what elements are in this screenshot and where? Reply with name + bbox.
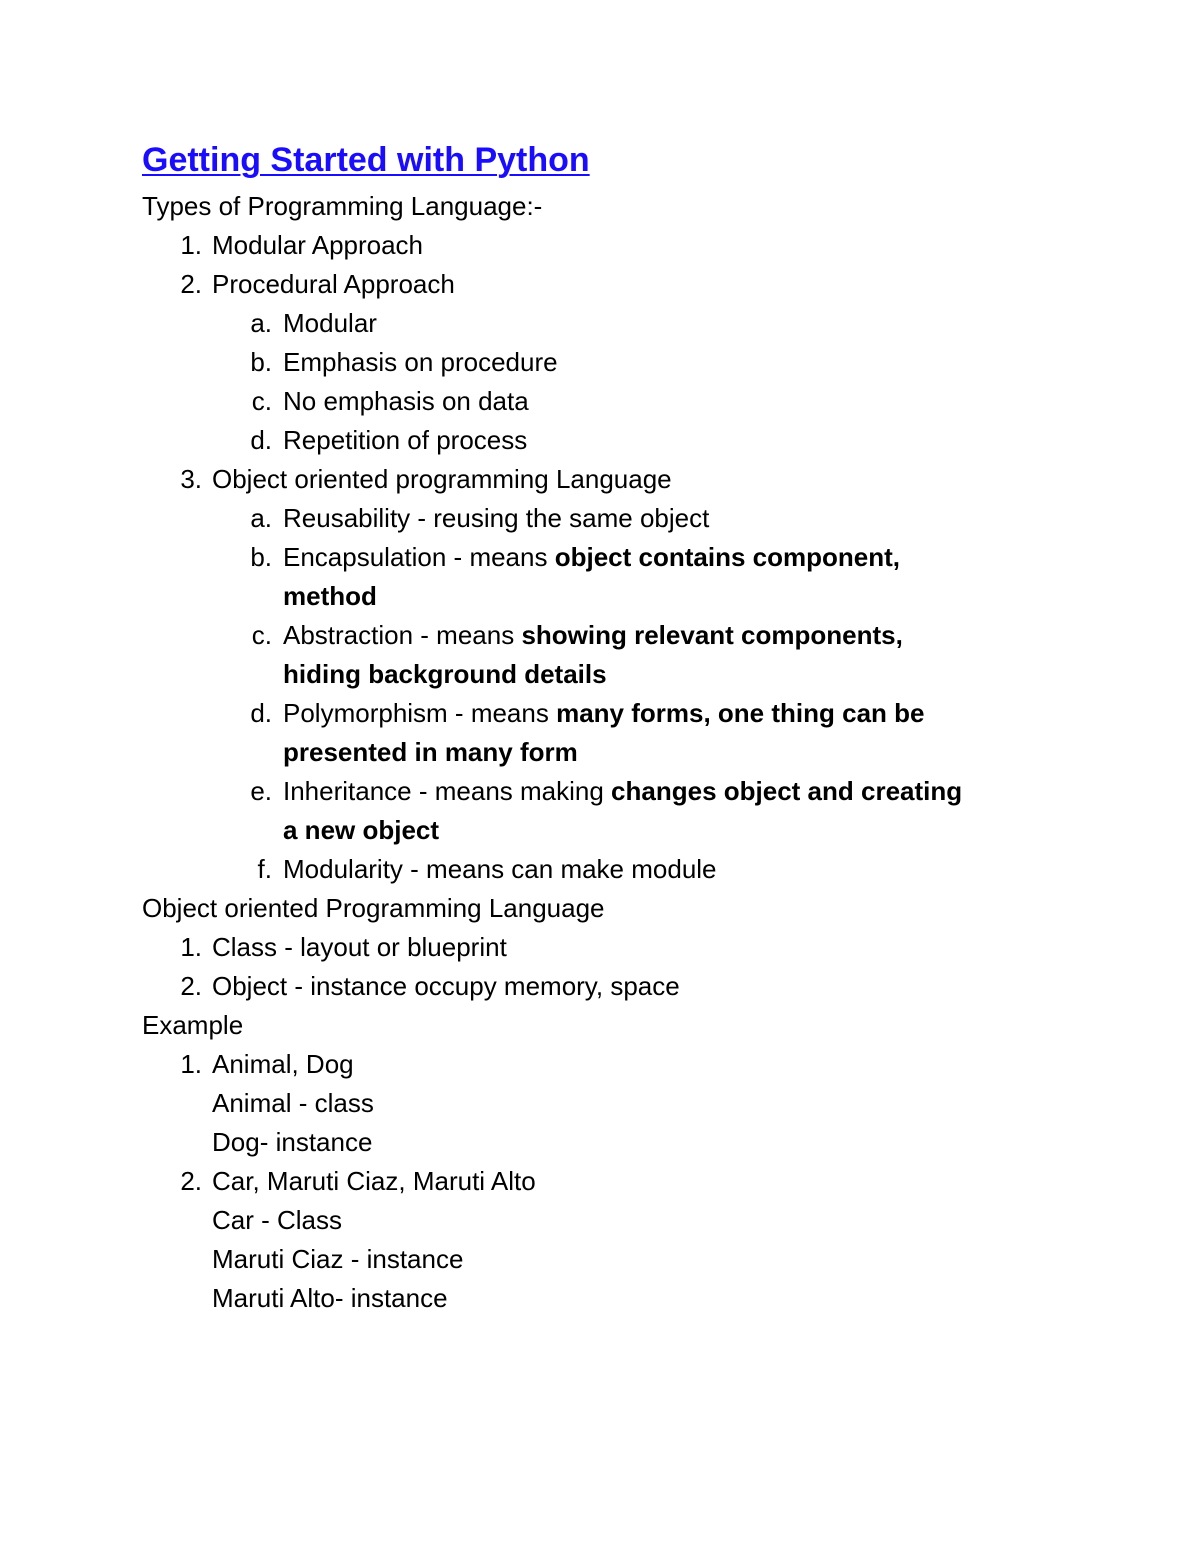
sub-list-item: [0, 382, 1200, 421]
section-heading: [0, 889, 1200, 928]
list-number: 2.: [180, 269, 202, 299]
list-number: 3.: [180, 464, 202, 494]
list-number: 1.: [180, 1049, 202, 1079]
heading-text: Example: [142, 1010, 244, 1040]
sub-list-item-text: [283, 616, 903, 655]
example-line: [0, 1123, 1200, 1162]
bold-text: method: [283, 581, 377, 611]
example-text: Dog- instance: [212, 1127, 373, 1157]
continuation-line: [0, 577, 1200, 616]
sub-list-item: [0, 694, 1200, 733]
list-item-text: Object - instance occupy memory, space: [212, 971, 680, 1001]
list-number: 2.: [180, 1166, 202, 1196]
sub-list-item-text: [283, 538, 900, 577]
bold-text: many forms, one thing can be: [556, 698, 925, 728]
sub-list-item-text: No emphasis on data: [283, 386, 529, 416]
list-letter: a.: [250, 308, 272, 338]
example-line: [0, 1201, 1200, 1240]
bold-text: a new object: [283, 815, 440, 845]
document-title[interactable]: Getting Started with Python: [142, 141, 590, 179]
list-letter: d.: [250, 698, 272, 728]
list-item: [0, 928, 1200, 967]
heading-text: Types of Programming Language:-: [142, 191, 543, 221]
plain-text: Polymorphism - means: [283, 698, 557, 728]
continuation-line: [0, 733, 1200, 772]
list-item-text: Animal, Dog: [212, 1049, 354, 1079]
list-item-text: Procedural Approach: [212, 269, 455, 299]
section-heading: [0, 187, 1200, 226]
heading-text: Object oriented Programming Language: [142, 893, 605, 923]
continuation-line: [0, 655, 1200, 694]
sub-list-item: [0, 499, 1200, 538]
sub-list-item: [0, 304, 1200, 343]
example-text: Car - Class: [212, 1205, 343, 1235]
sub-list-item: [0, 538, 1200, 577]
list-letter: b.: [250, 542, 272, 572]
list-letter: b.: [250, 347, 272, 377]
bold-text: object contains component,: [554, 542, 900, 572]
list-number: 2.: [180, 971, 202, 1001]
list-letter: c.: [251, 386, 272, 416]
sub-list-item-text: [283, 772, 962, 811]
list-letter: f.: [257, 854, 272, 884]
list-number: 1.: [180, 932, 202, 962]
list-item: [0, 226, 1200, 265]
example-text: Maruti Ciaz - instance: [212, 1244, 464, 1274]
sub-list-item-text: Reusability - reusing the same object: [283, 503, 710, 533]
list-item-text: Modular Approach: [212, 230, 424, 260]
sub-list-item-text: Repetition of process: [283, 425, 528, 455]
list-item-text: Class - layout or blueprint: [212, 932, 507, 962]
plain-text: Inheritance - means making: [283, 776, 612, 806]
sub-list-item-text: [283, 694, 924, 733]
list-item-text: Car, Maruti Ciaz, Maruti Alto: [212, 1166, 536, 1196]
section-heading: [0, 1006, 1200, 1045]
sub-list-item: [0, 343, 1200, 382]
sub-list-item-text: Modular: [283, 308, 377, 338]
sub-list-item-text: Modularity - means can make module: [283, 854, 717, 884]
list-item: [0, 1045, 1200, 1084]
sub-list-item-text: Emphasis on procedure: [283, 347, 558, 377]
list-letter: d.: [250, 425, 272, 455]
sub-list-item: [0, 772, 1200, 811]
bold-text: presented in many form: [283, 737, 578, 767]
list-number: 1.: [180, 230, 202, 260]
list-item: [0, 265, 1200, 304]
sub-list-item: [0, 850, 1200, 889]
list-letter: e.: [250, 776, 272, 806]
sub-list-item: [0, 421, 1200, 460]
example-line: [0, 1240, 1200, 1279]
example-text: Animal - class: [212, 1088, 374, 1118]
list-letter: a.: [250, 503, 272, 533]
list-letter: c.: [251, 620, 272, 650]
example-line: [0, 1279, 1200, 1318]
bold-text: showing relevant components,: [521, 620, 903, 650]
sub-list-item: [0, 616, 1200, 655]
bold-text: changes object and creating: [611, 776, 963, 806]
plain-text: Abstraction - means: [283, 620, 522, 650]
plain-text: Encapsulation - means: [283, 542, 555, 572]
list-item-text: Object oriented programming Language: [212, 464, 672, 494]
list-item: [0, 967, 1200, 1006]
example-text: Maruti Alto- instance: [212, 1283, 448, 1313]
example-line: [0, 1084, 1200, 1123]
continuation-line: [0, 811, 1200, 850]
list-item: [0, 460, 1200, 499]
bold-text: hiding background details: [283, 659, 607, 689]
list-item: [0, 1162, 1200, 1201]
document-body: [0, 187, 1200, 1318]
